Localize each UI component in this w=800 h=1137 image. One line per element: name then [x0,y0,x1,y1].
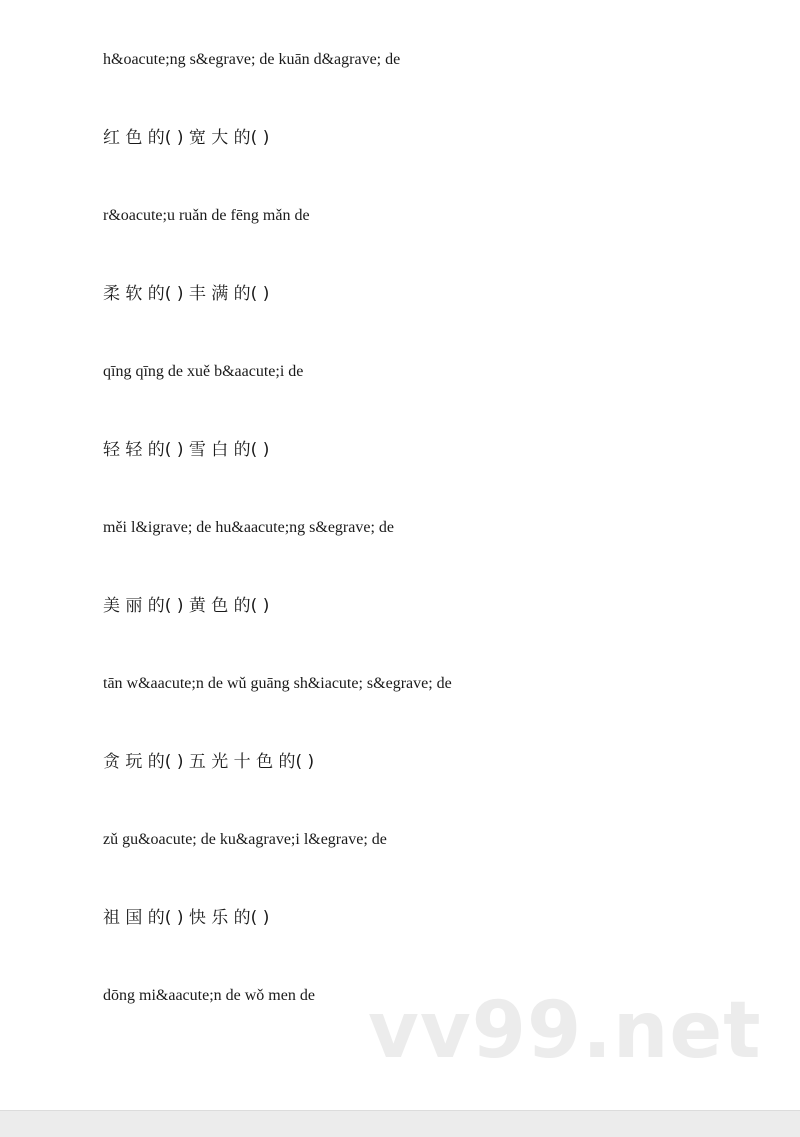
pinyin-line-5: tān w&aacute;n de wǔ guāng sh&iacute; s&egrave; de [103,675,452,692]
hanzi-line-3: 轻 轻 的( ) 雪 白 的( ) [103,440,270,460]
hanzi-line-2: 柔 软 的( ) 丰 满 的( ) [103,284,270,304]
pinyin-line-6: zǔ gu&oacute; de ku&agrave;i l&egrave; de [103,831,387,848]
hanzi-line-5: 贪 玩 的( ) 五 光 十 色 的( ) [103,752,315,772]
pinyin-line-1: h&oacute;ng s&egrave; de kuān d&agrave; de [103,51,401,68]
hanzi-line-4: 美 丽 的( ) 黄 色 的( ) [103,596,270,616]
watermark: vv99.net [368,986,762,1076]
hanzi-line-6: 祖 国 的( ) 快 乐 的( ) [103,908,270,928]
pinyin-line-3: qīng qīng de xuě b&aacute;i de [103,363,304,380]
hanzi-line-1: 红 色 的( ) 宽 大 的( ) [103,128,270,148]
page-bottom-bar [0,1110,800,1137]
pinyin-line-4: měi l&igrave; de hu&aacute;ng s&egrave; de [103,519,394,536]
pinyin-line-2: r&oacute;u ruǎn de fēng mǎn de [103,207,310,224]
pinyin-line-7: dōng mi&aacute;n de wǒ men de [103,987,315,1004]
